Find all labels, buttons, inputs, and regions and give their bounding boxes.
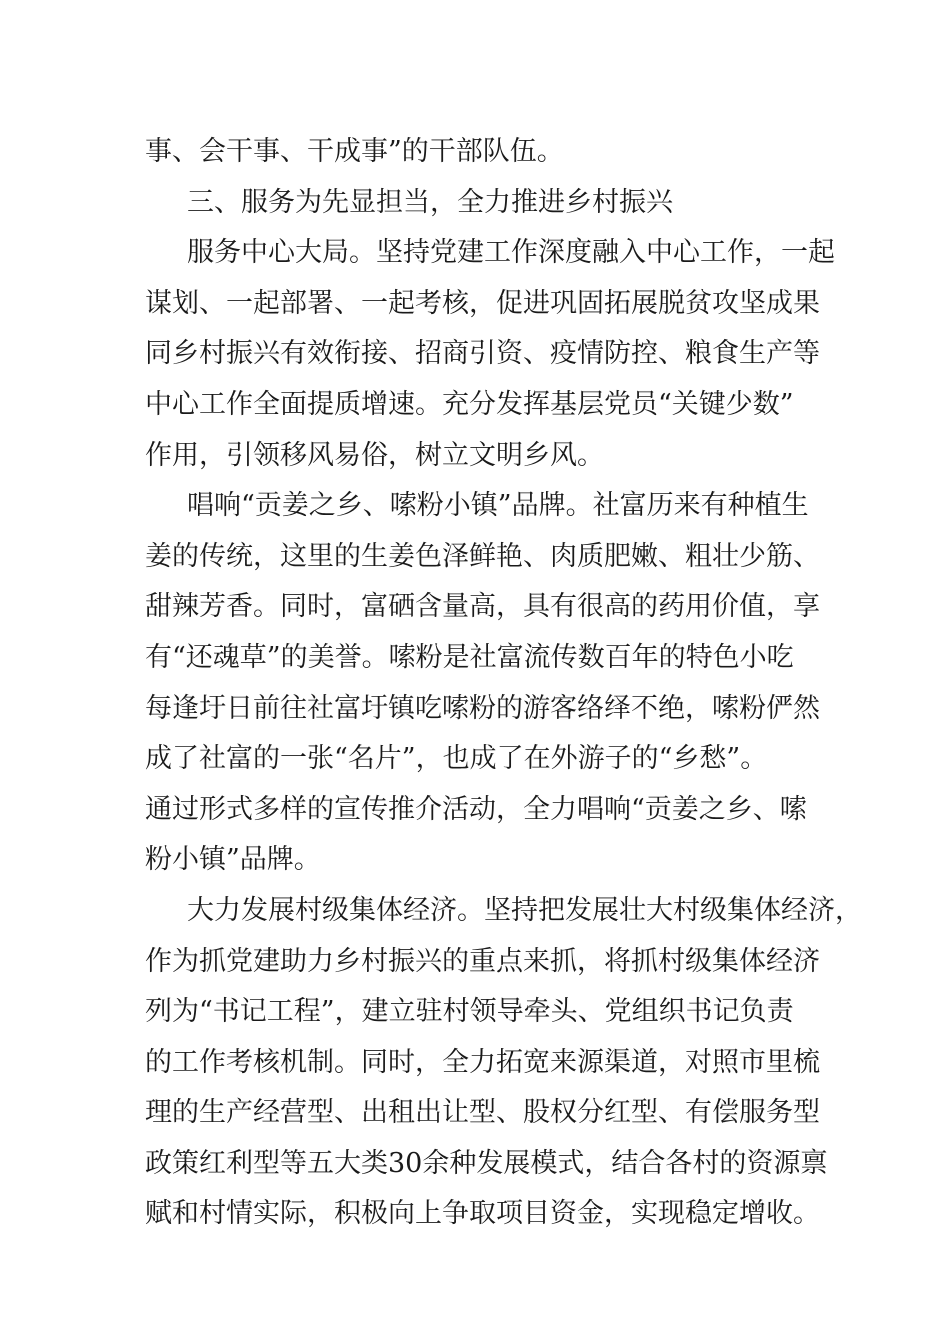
text-line: 的工作考核机制。同时，全力拓宽来源渠道，对照市里梳 [145,1046,820,1078]
text-line: 姜的传统，这里的生姜色泽鲜艳、肉质肥嫩、粗壮少筋、 [145,540,820,572]
text-line: 粉小镇”品牌。 [145,844,321,876]
text-line: 通过形式多样的宣传推介活动，全力唱响“贡姜之乡、嗦 [145,793,807,825]
text-line: 列为“书记工程”，建立驻村领导牵头、党组织书记负责 [145,996,794,1028]
text-line: 赋和村情实际，积极向上争取项目资金，实现稳定增收。 [145,1198,820,1230]
text-line: 作为抓党建助力乡村振兴的重点来抓，将抓村级集体经济 [145,945,820,977]
text-line: 中心工作全面提质增速。充分发挥基层党员“关键少数” [145,388,794,420]
text-line: 作用，引领移风易俗，树立文明乡风。 [145,439,604,471]
text-line: 甜辣芳香。同时，富硒含量高，具有很高的药用价值，享 [145,591,820,623]
text-line: 谋划、一起部署、一起考核，促进巩固拓展脱贫攻坚成果 [145,287,820,319]
body-text [145,127,862,1240]
text-line: 成了社富的一张“名片”，也成了在外游子的“乡愁”。 [145,743,768,775]
text-line: 服务中心大局。坚持党建工作深度融入中心工作，一起 [187,237,835,269]
text-line: 政策红利型等五大类30余种发展模式，结合各村的资源禀 [145,1147,828,1179]
text-line: 理的生产经营型、出租出让型、股权分红型、有偿服务型 [145,1097,820,1129]
text-line: 大力发展村级集体经济。坚持把发展壮大村级集体经济， [187,894,862,926]
text-line: 唱响“贡姜之乡、嗦粉小镇”品牌。社富历来有种植生 [187,490,809,522]
text-line: 事、会干事、干成事”的干部队伍。 [145,136,564,167]
text-line: 同乡村振兴有效衔接、招商引资、疫情防控、粮食生产等 [145,338,820,370]
text-line: 有“还魂草”的美誉。嗦粉是社富流传数百年的特色小吃 [145,641,794,673]
text-line: 每逢圩日前往社富圩镇吃嗦粉的游客络绎不绝，嗦粉俨然 [145,692,820,724]
section-heading: 三、服务为先显担当，全力推进乡村振兴 [187,186,673,218]
